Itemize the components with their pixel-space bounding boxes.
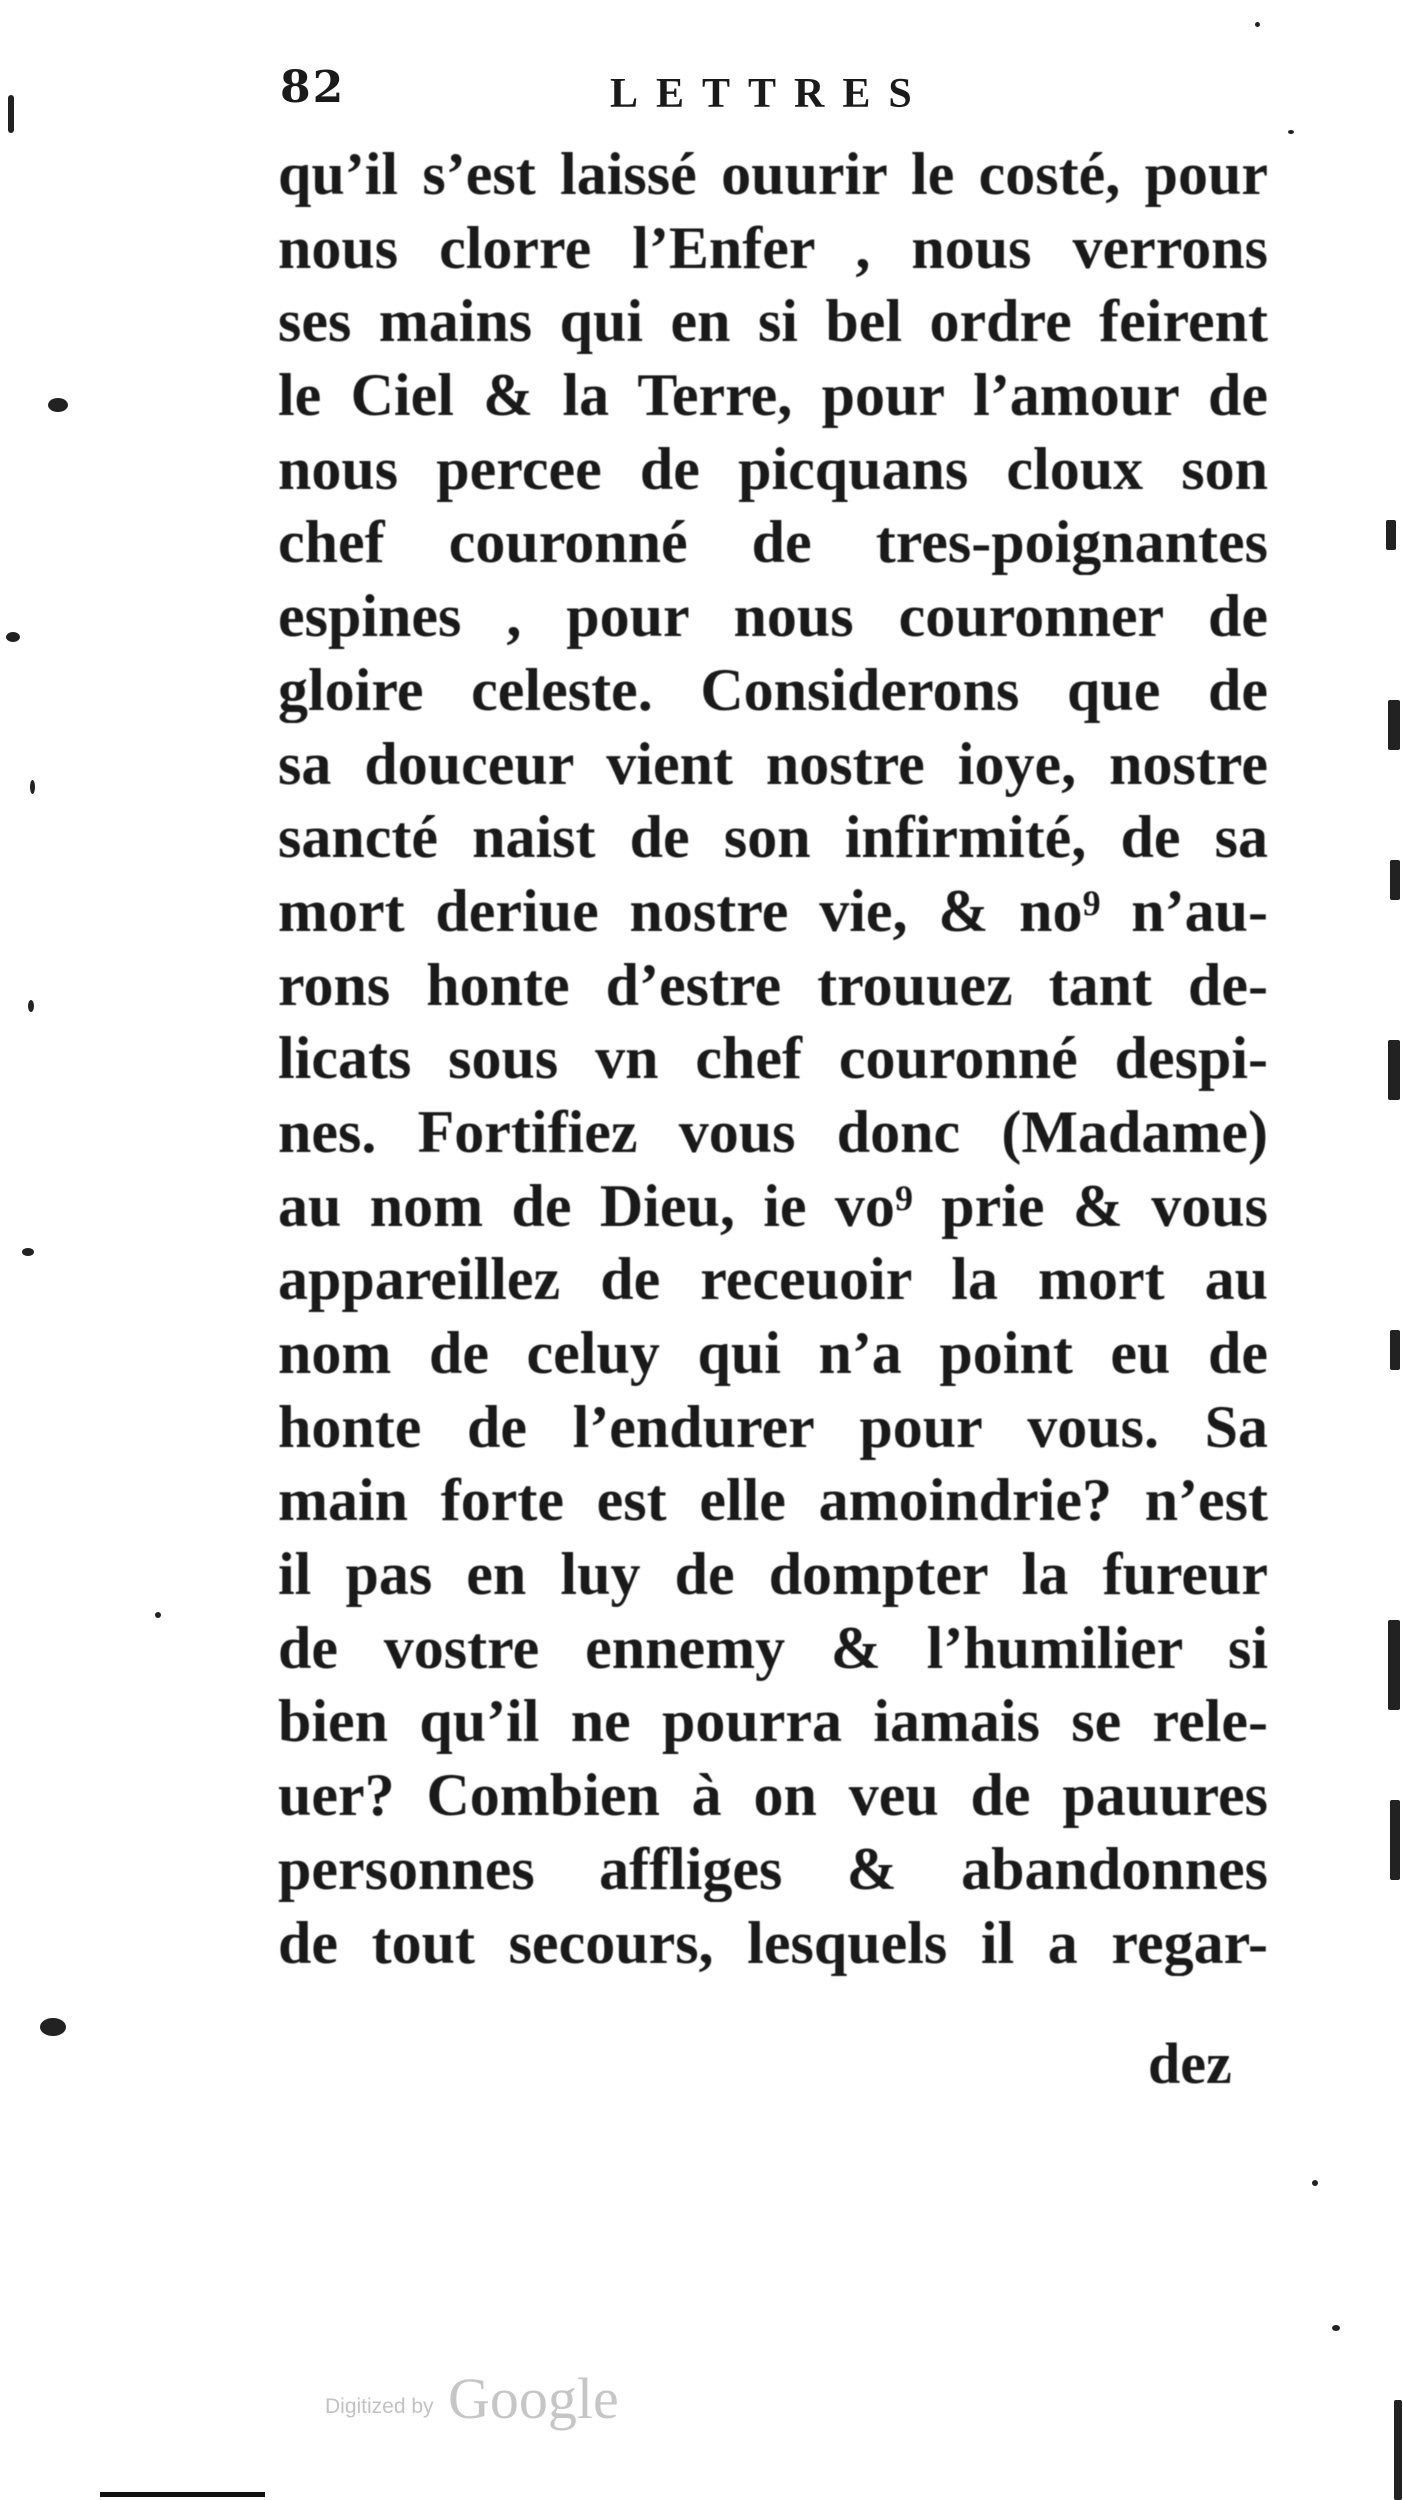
text-line: rons honte d’estre trouuez tant de-	[278, 951, 1268, 1018]
text-line: de vostre ennemy & l’humilier si	[278, 1614, 1268, 1681]
google-logo: Google	[448, 2366, 619, 2431]
scan-speck	[28, 1000, 34, 1012]
scan-speck	[1394, 2400, 1402, 2500]
text-line: sancté naist de son infirmité, de sa	[278, 804, 1268, 871]
text-line: ses mains qui en si bel ordre feirent	[278, 288, 1268, 355]
scan-speck	[1332, 2325, 1340, 2331]
scan-speck	[6, 632, 20, 642]
text-line: nes. Fortifiez vous donc (Madame)	[278, 1098, 1268, 1165]
scan-speck	[1388, 1620, 1400, 1710]
text-line: honte de l’endurer pour vous. Sa	[278, 1393, 1268, 1460]
text-line: bien qu’il ne pourra iamais se rele-	[278, 1688, 1268, 1755]
scan-speck	[1390, 1330, 1400, 1370]
bottom-rule	[100, 2492, 265, 2497]
text-line: nous percee de picquans cloux son	[278, 435, 1268, 502]
scan-speck	[1288, 130, 1294, 134]
scan-speck	[1388, 700, 1400, 750]
scan-speck	[1312, 2180, 1318, 2186]
scan-speck	[22, 1248, 34, 1256]
text-line: appareillez de receuoir la mort au	[278, 1246, 1268, 1313]
text-block	[278, 138, 1268, 1980]
scan-speck	[48, 398, 68, 412]
text-line: uer? Combien à on veu de pauures	[278, 1762, 1268, 1829]
text-line: licats sous vn chef couronné despi-	[278, 1025, 1268, 1092]
text-line: qu’il s’est laissé ouurir le costé, pour	[278, 141, 1268, 207]
text-line: mort deriue nostre vie, & no⁹ n’au-	[278, 877, 1268, 944]
text-line: nom de celuy qui n’a point eu de	[278, 1320, 1268, 1386]
scan-speck	[40, 2018, 66, 2036]
text-line: gloire celeste. Considerons que de	[278, 656, 1268, 723]
catchword: dez	[1148, 2031, 1232, 2096]
text-line: il pas en luy de dompter la fureur	[278, 1541, 1268, 1608]
scan-speck	[1388, 1040, 1400, 1100]
page-number: 82	[280, 62, 346, 113]
scan-speck	[1386, 520, 1396, 550]
text-line: espines , pour nous couronner de	[278, 583, 1268, 650]
text-line: chef couronné de tres-poignantes	[278, 509, 1268, 576]
scan-speck	[8, 95, 14, 133]
text-line: nous clorre l’Enfer , nous verrons	[278, 214, 1268, 281]
text-line: sa douceur vient nostre ioye, nostre	[278, 730, 1268, 797]
text-line: personnes affliges & abandonnes	[278, 1835, 1268, 1902]
scan-speck	[30, 780, 35, 794]
text-line: au nom de Dieu, ie vo⁹ prie & vous	[278, 1172, 1268, 1239]
text-line: le Ciel & la Terre, pour l’amour de	[278, 362, 1268, 429]
page-header	[280, 62, 1010, 132]
scan-speck	[1390, 1800, 1400, 1880]
digitized-watermark	[325, 2365, 645, 2431]
text-line: de tout secours, lesquels il a regar-	[278, 1909, 1268, 1976]
digitized-by-label: Digitized by	[325, 2395, 434, 2418]
scan-speck	[155, 1612, 161, 1618]
text-line: main forte est elle amoindrie? n’est	[278, 1467, 1268, 1534]
running-title: LETTRES	[610, 71, 930, 117]
scan-speck	[1390, 860, 1400, 900]
scan-speck	[1255, 22, 1260, 27]
